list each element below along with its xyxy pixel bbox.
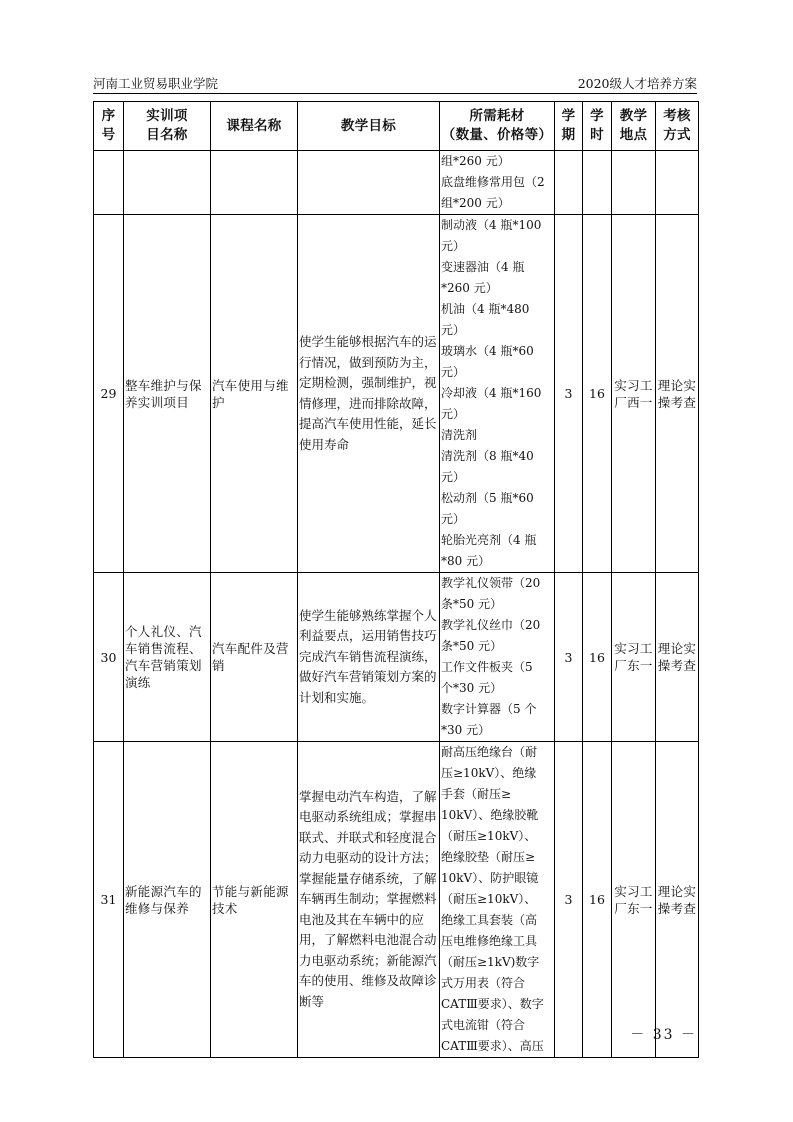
location-cell: 实习工 厂东一 <box>612 573 656 742</box>
project-cell: 整车维护与保 养实训项目 <box>124 215 211 573</box>
seq-cell: 31 <box>94 742 124 1058</box>
col-header-seq: 序 号 <box>94 102 124 151</box>
course-cell: 汽车配件及营 销 <box>211 573 298 742</box>
consumables-cell: 组*260 元） 底盘维修常用包（2 组*200 元） <box>440 151 555 215</box>
table-header-row <box>94 102 699 151</box>
training-table <box>93 101 699 1058</box>
semester-cell: 3 <box>555 215 583 573</box>
col-header-consumables: 所需耗材 （数量、价格等） <box>440 102 555 151</box>
seq-cell: 30 <box>94 573 124 742</box>
table-row <box>94 573 699 742</box>
course-cell: 汽车使用与维 护 <box>211 215 298 573</box>
col-header-semester: 学 期 <box>555 102 583 151</box>
goal-cell: 使学生能够根据汽车的运行情况，做到预防为主，定期检测，强制维护，视情修理，进而排除故障，提高汽车使用性能，延长使用寿命 <box>298 215 440 573</box>
col-header-goal: 教学目标 <box>298 102 440 151</box>
consumables-cell: 制动液（4 瓶*100 元） 变速器油（4 瓶 *260 元） 机油（4 瓶*480 元） 玻璃水（4 瓶*60 元） 冷却液（4 瓶*160 元） 清洗剂 清洗剂（8 瓶*40 元） 松动剂（5 瓶*60 元） 轮胎光亮剂（4 瓶 *80 元） <box>440 215 555 573</box>
goal-cell: 掌握电动汽车构造，了解电驱动系统组成；掌握串联式、并联式和轻度混合动力电驱动的设计方法；掌握能量存储系统，了解车辆再生制动；掌握燃料电池及其在车辆中的应用，了解燃料电池混合动力电驱动系统；新能源汽车的使用、维修及故障诊断等 <box>298 742 440 1058</box>
project-cell: 个人礼仪、汽 车销售流程、 汽车营销策划 演练 <box>124 573 211 742</box>
location-cell: 实习工 厂东一 <box>612 742 656 1058</box>
col-header-course: 课程名称 <box>211 102 298 151</box>
page-number: － 33 － <box>630 1027 697 1043</box>
col-header-location: 教学 地点 <box>612 102 656 151</box>
semester-cell: 3 <box>555 573 583 742</box>
semester-cell: 3 <box>555 742 583 1058</box>
col-header-project: 实训项 目名称 <box>124 102 211 151</box>
hours-cell: 16 <box>583 573 612 742</box>
seq-cell: 29 <box>94 215 124 573</box>
assessment-cell: 理论实 操考查 <box>656 742 699 1058</box>
goal-cell: 使学生能够熟练掌握个人利益要点，运用销售技巧完成汽车销售流程演练，做好汽车营销策划方案的计划和实施。 <box>298 573 440 742</box>
table-row <box>94 742 699 1058</box>
course-cell: 节能与新能源 技术 <box>211 742 298 1058</box>
consumables-cell: 教学礼仪领带（20 条*50 元） 教学礼仪丝巾（20 条*50 元） 工作文件板夹（5 个*30 元） 数字计算器（5 个 *30 元） <box>440 573 555 742</box>
project-cell: 新能源汽车的 维修与保养 <box>124 742 211 1058</box>
hours-cell: 16 <box>583 215 612 573</box>
header-rule <box>93 93 697 94</box>
assessment-cell: 理论实 操考查 <box>656 573 699 742</box>
consumables-cell: 耐高压绝缘台（耐 压≥10kV）、绝缘 手套（耐压≥ 10kV）、绝缘胶靴 （耐压≥10kV）、 绝缘胶垫（耐压≥ 10kV）、防护眼镜 （耐压≥10kV）、 绝缘工具套装（高 压电维修绝缘工具 （耐压≥1kV)数字 式万用表（符合 CATⅢ要求）、数字 式电流钳（符合 CATⅢ要求）、高压 <box>440 742 555 1058</box>
location-cell: 实习工 厂西一 <box>612 215 656 573</box>
table-row-continued <box>94 151 699 215</box>
header-doc-title: 2020级人才培养方案 <box>577 76 697 91</box>
header-school: 河南工业贸易职业学院 <box>93 76 219 91</box>
col-header-assessment: 考核 方式 <box>656 102 699 151</box>
col-header-hours: 学 时 <box>583 102 612 151</box>
hours-cell: 16 <box>583 742 612 1058</box>
assessment-cell: 理论实 操考查 <box>656 215 699 573</box>
table-row <box>94 215 699 573</box>
